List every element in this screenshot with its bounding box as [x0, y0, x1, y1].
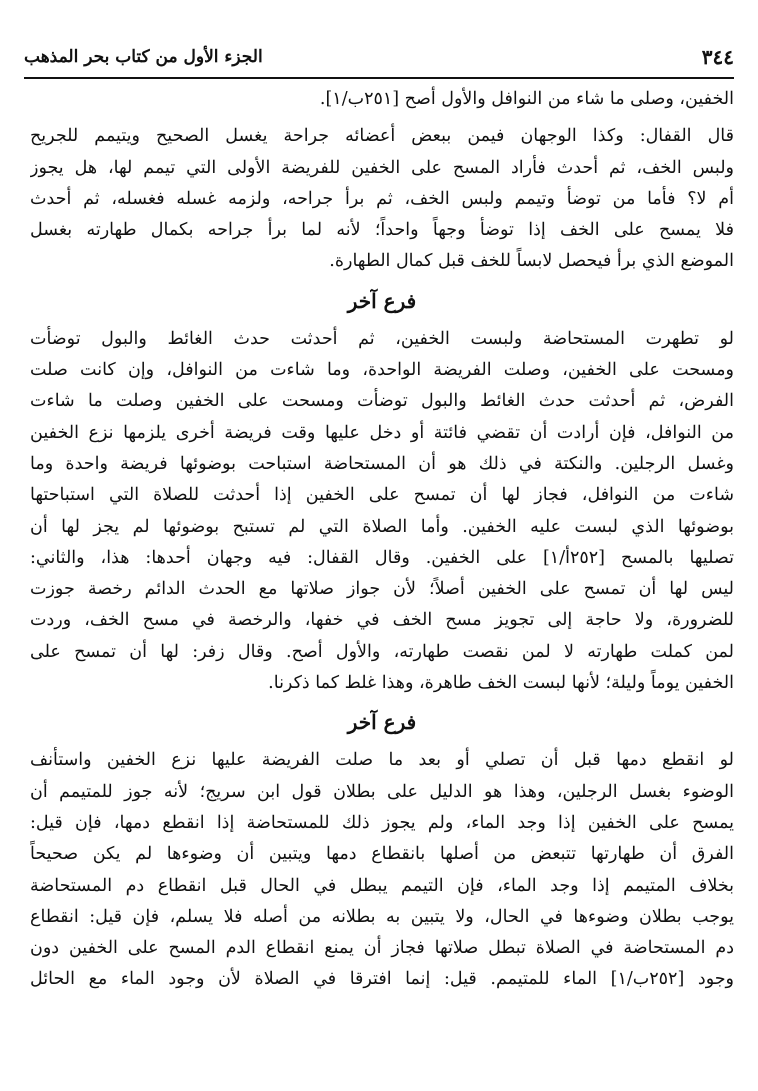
text-line: دم المستحاضة في الصلاة تبطل صلاتها فجاز أن يمنع انقطاع الدم المسح على الخفين دون [30, 938, 734, 959]
paragraph-2 [30, 121, 734, 277]
text-line: لو انقطع دمها قبل أن تصلي أو بعد ما صلت الفريضة عليها نزع الخفين واستأنف [30, 750, 734, 771]
paragraph-4 [30, 745, 734, 995]
text-line: الفرق أن طهارتها تتبعض من أصلها بانقطاع دمها ويتبين أن وضوءها لم يكن صحيحاً [30, 844, 734, 865]
text-line: أم لا؟ فأما من توضأ وتيمم ولبس الخف، ثم برأ جراحه، ولزمه غسله فغسله، ثم أحدث [30, 188, 734, 209]
text-line: لمن كملت طهارته لا لمن نقصت طهارته، والأول أصح. وقال زفر: لها أن تمسح على [30, 641, 734, 662]
section-heading: فرع آخر [347, 710, 417, 735]
header-divider [24, 77, 734, 79]
section-heading: فرع آخر [347, 288, 417, 313]
text-line: بوضوئها الذي لبست عليه الخفين. وأما الصلاة التي لم تستبح بوضوئها لم يجز لها أن [30, 516, 734, 537]
paragraph-1 [30, 84, 734, 115]
text-line: الموضع الذي برأ فيحصل لابساً للخف قبل كمال الطهارة. [329, 251, 734, 272]
text-line: الفرض، ثم أحدثت حدث الغائط والبول توضأت ومسحت على الخفين وصلت ما شاءت [30, 391, 734, 412]
page-body [30, 84, 734, 996]
page-number: ٣٤٤ [701, 45, 734, 69]
text-line: شاءت من النوافل، فجاز لها أن تمسح على الخفين إذا أحدثت للصلاة التي استباحتها [30, 485, 734, 506]
text-line: وجود [٢٥٢ب/١] الماء للمتيمم. قيل: إنما افترقا في الصلاة لأن وجود الماء مع الحائل [30, 969, 734, 990]
text-line: لو تطهرت المستحاضة ولبست الخفين، ثم أحدثت حدث الغائط والبول توضأت [30, 328, 734, 349]
text-line: وغسل الرجلين. والنكتة في ذلك هو أن المستحاضة استباحت بوضوئها فريضة واحدة وما [30, 453, 734, 474]
text-line: تصليها بالمسح [٢٥٢أ/١] على الخفين. وقال القفال: فيه وجهان أحدها: هذا، والثاني: [30, 547, 734, 568]
text-line: يمسح على الخفين إذا وجد الماء، ولم يجوز ذلك للمستحاضة إذا انقطع دمها، فإن قيل: [30, 812, 734, 833]
text-line: ليس لها أن تمسح على الخفين أصلاً؛ لأن جواز صلاتها مع الحدث الدائم رخصة جوزت [30, 579, 734, 600]
text-line: من النوافل، فإن أرادت أن تقضي فائتة أو دخل عليها وقت فريضة أخرى يلزمها نزع الخفين [30, 422, 734, 443]
text-line: الوضوء بغسل الرجلين، وهذا هو الدليل على بطلان قول ابن سريج؛ لأنه جوز للمتيمم أن [30, 781, 734, 802]
text-line: ولبس الخف، ثم أحدث فأراد المسح على الخفين للفريضة الأولى التي تيمم لها، هل يجوز [30, 157, 734, 178]
book-title: الجزء الأول من كتاب بحر المذهب [24, 47, 263, 67]
text-line: قال القفال: وكذا الوجهان فيمن ببعض أعضائه جراحة يغسل الصحيح ويتيمم للجريح [30, 126, 734, 147]
paragraph-3 [30, 324, 734, 700]
text-line: فلا يمسح على الخف إذا توضأ وجهاً واحداً؛ لأنه لما برأ جراحه بكمال طهارته بغسل [30, 220, 734, 241]
text-line: الخفين يوماً وليلة؛ لأنها لبست الخف طاهرة، وهذا غلط كما ذكرنا. [268, 673, 734, 694]
page-header [24, 40, 734, 74]
text-line: للضرورة، ولا حاجة إلى تجويز مسح الخف في خفها، والرخصة في مسح الخف، وردت [30, 610, 734, 631]
text-line: ومسحت على الخفين، وصلت الفريضة الواحدة، وما شاءت من النوافل، وإن كانت صلت [30, 360, 734, 381]
text-line: الخفين، وصلى ما شاء من النوافل والأول أصح [٢٥١ب/١]. [319, 89, 734, 109]
text-line: بخلاف المتيمم إذا وجد الماء، فإن التيمم يبطل في الحال قبل انقطاع دم المستحاضة [30, 875, 734, 896]
text-line: يوجب بطلان وضوءها في الحال، ولا يتبين به بطلانه من أصله فلا يسلم، فإن قيل: انقطاع [30, 906, 734, 927]
